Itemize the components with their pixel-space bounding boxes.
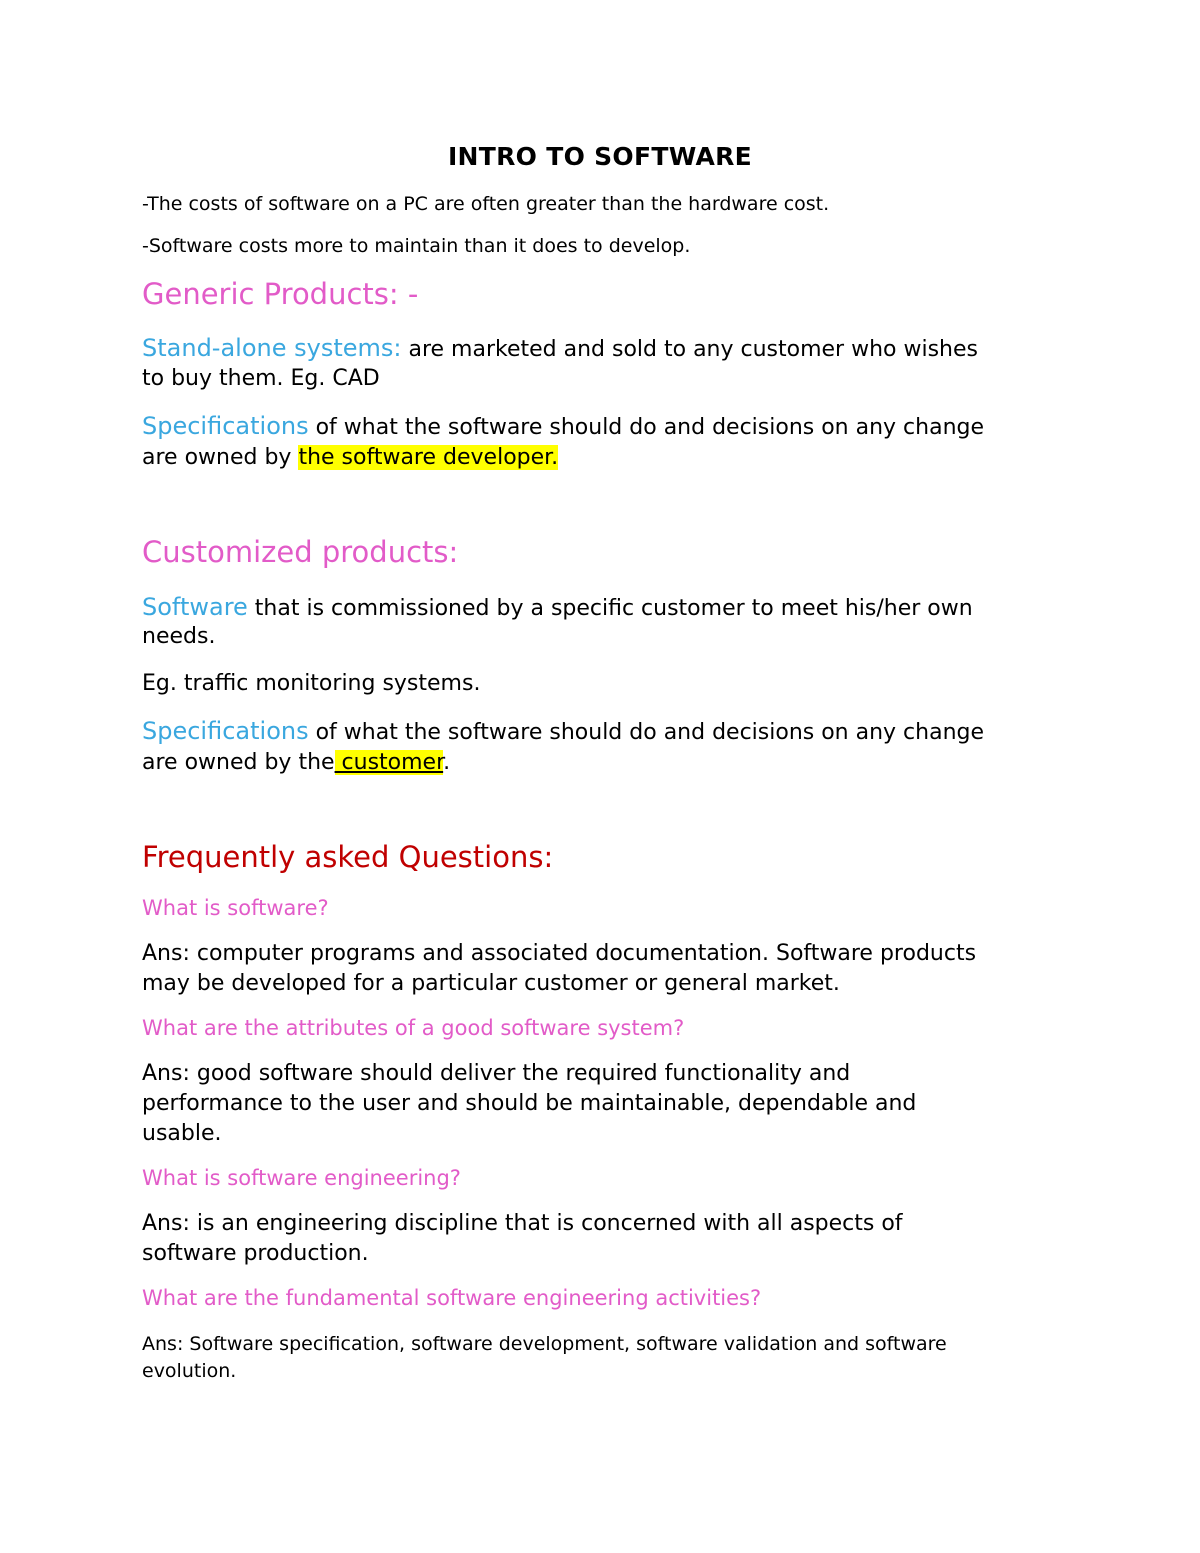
faq-answer-1-line-2: may be developed for a particular customer or general market. bbox=[142, 971, 840, 996]
customized-spec-description: of what the software should do and decisions on any change bbox=[308, 720, 985, 745]
customized-spec-owner-prefix: are owned by the bbox=[142, 750, 335, 775]
customized-products-heading: Customized products: bbox=[142, 535, 459, 569]
generic-spec-description: of what the software should do and decisions on any change bbox=[308, 415, 985, 440]
faq-answer-2-line-3: usable. bbox=[142, 1121, 222, 1146]
faq-answer-3-line-1: Ans: is an engineering discipline that is concerned with all aspects of bbox=[142, 1211, 903, 1236]
faq-question-3: What is software engineering? bbox=[142, 1166, 461, 1190]
generic-spec-term: Specifications bbox=[142, 412, 309, 440]
customized-example: Eg. traffic monitoring systems. bbox=[142, 671, 481, 696]
standalone-term: Stand-alone systems: bbox=[142, 334, 402, 362]
faq-question-4: What are the fundamental software engineering activities? bbox=[142, 1286, 762, 1310]
customized-spec-line-1 bbox=[142, 717, 984, 745]
faq-answer-4-line-2: evolution. bbox=[142, 1360, 237, 1382]
faq-answer-2-line-2: performance to the user and should be maintainable, dependable and bbox=[142, 1091, 917, 1116]
customized-spec-owner-suffix: . bbox=[443, 750, 451, 775]
generic-products-heading: Generic Products: - bbox=[142, 277, 419, 311]
generic-spec-line-1 bbox=[142, 412, 984, 440]
customized-software-term: Software bbox=[142, 593, 248, 621]
standalone-description: are marketed and sold to any customer who wishes bbox=[401, 337, 978, 362]
standalone-paragraph-line-1 bbox=[142, 334, 978, 362]
generic-spec-owner-highlight: the software developer. bbox=[298, 445, 559, 470]
faq-question-2: What are the attributes of a good software system? bbox=[142, 1016, 685, 1040]
standalone-paragraph-line-2: to buy them. Eg. CAD bbox=[142, 366, 380, 391]
faq-question-1: What is software? bbox=[142, 896, 329, 920]
faq-heading: Frequently asked Questions: bbox=[142, 840, 554, 874]
faq-answer-1-line-1: Ans: computer programs and associated documentation. Software products bbox=[142, 941, 977, 966]
intro-line-2: -Software costs more to maintain than it does to develop. bbox=[142, 235, 691, 257]
customized-spec-line-2 bbox=[142, 750, 450, 775]
customized-software-line-2: needs. bbox=[142, 624, 216, 649]
intro-line-1: -The costs of software on a PC are often greater than the hardware cost. bbox=[142, 193, 830, 215]
customized-spec-owner-highlight: customer bbox=[334, 750, 444, 775]
faq-answer-3-line-2: software production. bbox=[142, 1241, 369, 1266]
generic-spec-line-2 bbox=[142, 445, 558, 470]
faq-answer-2-line-1: Ans: good software should deliver the required functionality and bbox=[142, 1061, 851, 1086]
customized-spec-term: Specifications bbox=[142, 717, 309, 745]
generic-spec-owner-prefix: are owned by bbox=[142, 445, 299, 470]
page-title: INTRO TO SOFTWARE bbox=[447, 142, 753, 171]
customized-software-description: that is commissioned by a specific customer to meet his/her own bbox=[247, 596, 973, 621]
faq-answer-4-line-1: Ans: Software specification, software development, software validation and software bbox=[142, 1333, 947, 1355]
customized-software-line-1 bbox=[142, 593, 973, 621]
